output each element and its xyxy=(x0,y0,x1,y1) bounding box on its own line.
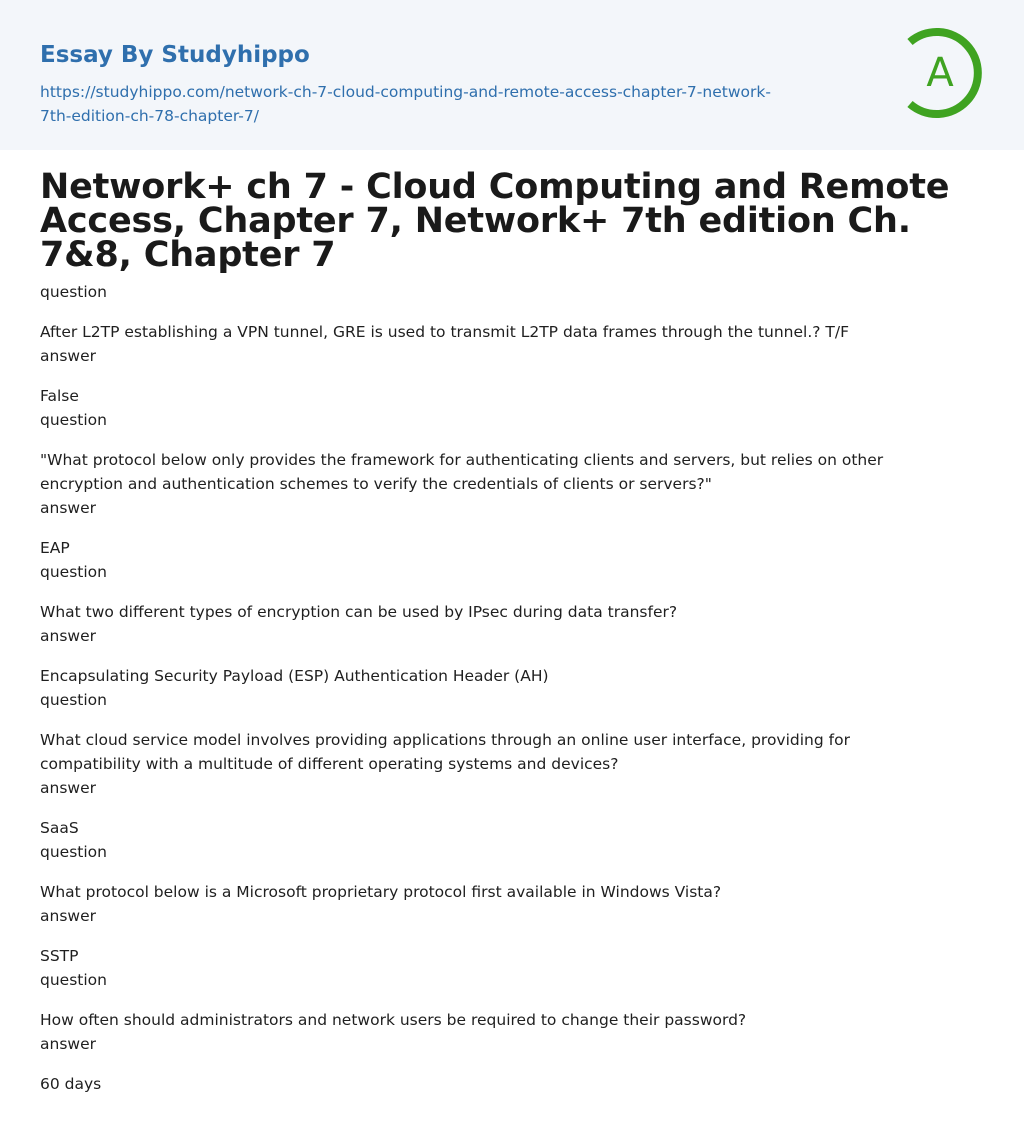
qa-item xyxy=(40,968,940,1096)
question-label: question xyxy=(40,283,107,301)
answer-label: answer xyxy=(40,907,96,925)
question-label: question xyxy=(40,563,107,581)
qa-list xyxy=(40,280,940,1096)
answer-label: answer xyxy=(40,779,96,797)
question-label: question xyxy=(40,691,107,709)
answer-label: answer xyxy=(40,499,96,517)
qa-item xyxy=(40,408,940,560)
essay-content xyxy=(0,150,1024,1096)
question-text: How often should administrators and network users be required to change their password? xyxy=(40,1011,747,1029)
qa-item xyxy=(40,280,940,408)
question-label: question xyxy=(40,411,107,429)
question-text: What protocol below is a Microsoft proprietary protocol first available in Windows Vista? xyxy=(40,883,722,901)
site-header xyxy=(0,0,1024,150)
question-text: After L2TP establishing a VPN tunnel, GRE is used to transmit L2TP data frames through the tunnel.? T/F xyxy=(40,323,850,341)
site-brand[interactable]: Essay By Studyhippo xyxy=(40,42,310,68)
answer-text: Encapsulating Security Payload (ESP) Authentication Header (AH) xyxy=(40,667,549,685)
logo-letter: A xyxy=(926,50,954,96)
answer-text: SaaS xyxy=(40,819,79,837)
question-label: question xyxy=(40,843,107,861)
page-title: Network+ ch 7 - Cloud Computing and Remote Access, Chapter 7, Network+ 7th edition Ch. 7&8, Chapter 7 xyxy=(40,167,950,275)
question-text: What cloud service model involves providing applications through an online user interface, providing for compatibility with a multitude of different operating systems and devices? xyxy=(40,731,850,773)
answer-text: SSTP xyxy=(40,947,79,965)
studyhippo-logo-icon[interactable] xyxy=(896,28,986,118)
answer-label: answer xyxy=(40,347,96,365)
answer-label: answer xyxy=(40,627,96,645)
answer-label: answer xyxy=(40,1035,96,1053)
page-url-link[interactable]: https://studyhippo.com/network-ch-7-cloud-computing-and-remote-access-chapter-7-network-7th-edition-ch-78-chapter-7/ xyxy=(40,83,771,125)
question-text: What two different types of encryption can be used by IPsec during data transfer? xyxy=(40,603,678,621)
qa-item xyxy=(40,840,940,968)
qa-item xyxy=(40,560,940,688)
answer-text: False xyxy=(40,387,79,405)
answer-text: 60 days xyxy=(40,1075,102,1093)
question-label: question xyxy=(40,971,107,989)
qa-item xyxy=(40,688,940,840)
question-text: "What protocol below only provides the framework for authenticating clients and servers, but relies on other encryption and authentication schemes to verify the credentials of clients or servers?" xyxy=(40,451,884,493)
answer-text: EAP xyxy=(40,539,70,557)
